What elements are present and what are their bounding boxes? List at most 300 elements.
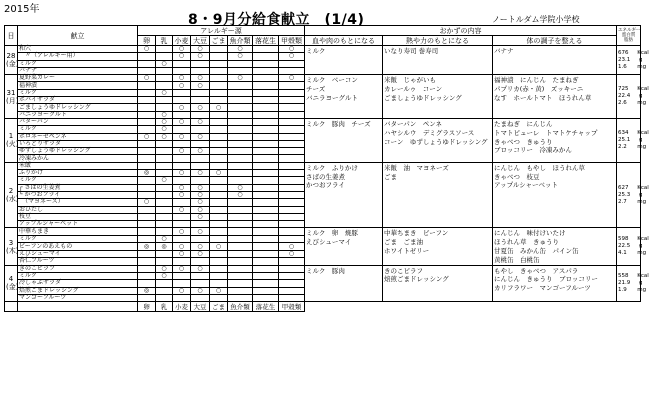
- dish-name: 冷しゃぶサラダ: [18, 280, 138, 287]
- allergen-mark: ○: [173, 243, 191, 250]
- dish-name: ミルク: [18, 89, 138, 96]
- allergen-mark: [138, 258, 156, 265]
- allergen-mark: [253, 46, 279, 53]
- allergen-mark: [138, 206, 156, 213]
- allergen-mark: ○: [156, 235, 173, 242]
- allergen-mark: ○: [210, 104, 228, 111]
- okazu-energy: バターパン ペンネ ハヤシルウ デミグラスソース コーン ゆずしょうゆドレッシング: [383, 118, 493, 162]
- dish-name: ポパイサラダ: [18, 97, 138, 104]
- dish-name: 福神漬: [18, 82, 138, 89]
- allergen-mark: [228, 104, 253, 111]
- allergen-mark: ○: [191, 118, 210, 125]
- allergen-mark: ○: [191, 133, 210, 140]
- allergen-mark: ○: [173, 46, 191, 53]
- dish-name: ┌ さばの生姜煮: [18, 184, 138, 191]
- allergen-footer: 小麦: [173, 302, 191, 312]
- allergen-mark: [138, 294, 156, 301]
- allergen-mark: [279, 294, 305, 301]
- allergen-mark: [210, 272, 228, 279]
- allergen-mark: ○: [279, 46, 305, 53]
- allergen-mark: ○: [279, 250, 305, 257]
- allergen-mark: [253, 126, 279, 133]
- allergen-mark: [156, 97, 173, 104]
- dish-name: いろどりサラダ: [18, 140, 138, 147]
- allergen-mark: [138, 280, 156, 287]
- allergen-mark: [253, 155, 279, 162]
- dish-name: えびシューマイ: [18, 250, 138, 257]
- allergen-mark: ○: [279, 53, 305, 60]
- allergen-header: ごま: [211, 36, 226, 45]
- allergen-mark: [279, 221, 305, 228]
- allergen-mark: [228, 250, 253, 257]
- allergen-mark: [138, 250, 156, 257]
- allergen-mark: [138, 235, 156, 242]
- allergen-mark: [210, 177, 228, 184]
- allergen-mark: ○: [228, 53, 253, 60]
- allergen-mark: [228, 155, 253, 162]
- dish-name: ビーフンのあえもの: [18, 243, 138, 250]
- allergen-mark: [253, 170, 279, 177]
- allergen-mark: [279, 133, 305, 140]
- allergen-mark: [191, 258, 210, 265]
- allergen-mark: ○: [156, 118, 173, 125]
- allergen-mark: [253, 148, 279, 155]
- allergen-mark: [253, 265, 279, 272]
- allergen-mark: [279, 191, 305, 198]
- allergen-mark: [138, 140, 156, 147]
- allergen-mark: ○: [210, 170, 228, 177]
- allergen-mark: [228, 235, 253, 242]
- allergen-mark: [173, 213, 191, 220]
- allergen-mark: [156, 221, 173, 228]
- allergen-footer: 大豆: [191, 302, 210, 312]
- allergen-mark: [173, 258, 191, 265]
- allergen-mark: [138, 89, 156, 96]
- allergen-header: 落花生: [253, 36, 279, 46]
- allergen-mark: ○: [156, 126, 173, 133]
- allergen-mark: ○: [228, 75, 253, 82]
- allergen-mark: [210, 228, 228, 235]
- okazu-header: おかずの内容: [305, 26, 617, 36]
- allergen-mark: [138, 82, 156, 89]
- allergen-mark: [253, 162, 279, 169]
- allergen-header: 魚介類: [229, 36, 251, 45]
- okazu-body: たまねぎ にんじん トマトピューレ トマトケチャップ きゃべつ きゅうり ブロッコリー 冷凍みかん: [493, 118, 617, 162]
- dish-header: 献立: [18, 26, 138, 46]
- allergen-footer: ごま: [210, 302, 228, 312]
- okazu-energy: 米飯 油 マヨネーズ ごま: [383, 162, 493, 228]
- allergen-mark: [228, 133, 253, 140]
- allergen-mark: [253, 104, 279, 111]
- allergen-mark: [279, 228, 305, 235]
- allergen-mark: ○: [138, 75, 156, 82]
- allergen-mark: [228, 228, 253, 235]
- okazu-energy: 米飯 じゃがいも カレールゥ コーン ごましょうゆドレッシング: [383, 75, 493, 119]
- allergen-mark: [253, 75, 279, 82]
- allergen-mark: [191, 155, 210, 162]
- allergen-mark: [279, 82, 305, 89]
- allergen-mark: [173, 89, 191, 96]
- dish-name: （マヨネーズ）: [18, 199, 138, 206]
- allergen-mark: [156, 140, 173, 147]
- dish-row: [5, 228, 641, 235]
- day-cell: 1 (火): [5, 118, 18, 162]
- allergen-mark: [210, 118, 228, 125]
- allergen-mark: [210, 191, 228, 198]
- allergen-mark: [279, 170, 305, 177]
- allergen-mark: [253, 221, 279, 228]
- allergen-mark: [228, 170, 253, 177]
- nutrition-cell: 676 Kcal 23.1 g 1.6 mg: [617, 46, 641, 75]
- allergen-mark: [210, 75, 228, 82]
- allergen-mark: ○: [173, 133, 191, 140]
- allergen-mark: ○: [156, 60, 173, 67]
- allergen-mark: ○: [173, 206, 191, 213]
- allergen-mark: [279, 155, 305, 162]
- day-header: 日: [5, 26, 18, 46]
- allergen-mark: [253, 250, 279, 257]
- allergen-mark: [279, 287, 305, 294]
- allergen-mark: [138, 104, 156, 111]
- allergen-mark: ○: [210, 243, 228, 250]
- allergen-mark: ○: [156, 133, 173, 140]
- dish-name: 焙煎ごまドレッシング: [18, 287, 138, 294]
- okazu-subheader: 熱や力のもとになる: [383, 36, 493, 46]
- allergen-mark: [228, 140, 253, 147]
- allergen-mark: ○: [173, 250, 191, 257]
- dish-name: 夏野菜カレー: [18, 75, 138, 82]
- allergen-mark: [210, 199, 228, 206]
- allergen-mark: ○: [191, 228, 210, 235]
- dish-name: ふりかけ: [18, 170, 138, 177]
- allergen-mark: [253, 228, 279, 235]
- allergen-mark: ○: [228, 184, 253, 191]
- nutrition-cell: 725 Kcal 22.4 g 2.6 mg: [617, 75, 641, 119]
- allergen-mark: [210, 294, 228, 301]
- allergen-mark: [191, 272, 210, 279]
- allergen-mark: [253, 272, 279, 279]
- allergen-mark: [156, 148, 173, 155]
- allergen-mark: [279, 265, 305, 272]
- allergen-mark: [279, 213, 305, 220]
- allergen-mark: [138, 118, 156, 125]
- allergen-footer: 甲殻類: [279, 302, 305, 312]
- allergen-mark: [253, 213, 279, 220]
- allergen-mark: [253, 82, 279, 89]
- allergen-mark: [173, 60, 191, 67]
- year-label: 2015年: [4, 4, 40, 15]
- allergen-mark: [138, 221, 156, 228]
- allergen-mark: ○: [191, 243, 210, 250]
- allergen-mark: [210, 155, 228, 162]
- allergen-mark: [279, 111, 305, 118]
- allergen-mark: [228, 206, 253, 213]
- allergen-mark: [210, 89, 228, 96]
- allergen-mark: [279, 148, 305, 155]
- allergen-mark: [210, 46, 228, 53]
- dish-name: ミルク: [18, 235, 138, 242]
- dish-name: ミルク: [18, 60, 138, 67]
- allergen-mark: [138, 184, 156, 191]
- allergen-mark: [228, 265, 253, 272]
- okazu-energy: いなり寿司 巻寿司: [383, 46, 493, 75]
- okazu-blood: ミルク ベーコン チーズ バニラヨーグルト: [305, 75, 383, 119]
- allergen-mark: [228, 213, 253, 220]
- dish-name: 和穴: [18, 46, 138, 53]
- allergen-mark: ○: [173, 148, 191, 155]
- allergen-mark: [138, 265, 156, 272]
- okazu-body: もやし きゃべつ アスパラ にんじん きゅうり ブロッコリー カリフラワー マンゴーフルーツ: [493, 265, 617, 301]
- allergen-mark: [138, 272, 156, 279]
- allergen-mark: [228, 294, 253, 301]
- allergen-mark: ○: [191, 75, 210, 82]
- dish-row: [5, 75, 641, 82]
- okazu-blood: ミルク: [305, 46, 383, 75]
- allergen-mark: [228, 272, 253, 279]
- allergen-mark: [210, 258, 228, 265]
- allergen-mark: ◎: [138, 243, 156, 250]
- dish-name: きのこピラフ: [18, 265, 138, 272]
- allergen-mark: [210, 97, 228, 104]
- allergen-mark: [191, 294, 210, 301]
- dish-name: ごましょうゆドレッシング: [18, 104, 138, 111]
- allergen-mark: [210, 133, 228, 140]
- allergen-mark: ○: [191, 104, 210, 111]
- day-cell: 3 (木): [5, 228, 18, 265]
- allergen-mark: [138, 53, 156, 60]
- allergen-mark: ○: [191, 213, 210, 220]
- allergen-mark: [191, 221, 210, 228]
- allergen-mark: ○: [173, 118, 191, 125]
- allergen-mark: [279, 258, 305, 265]
- allergen-mark: [279, 126, 305, 133]
- allergen-mark: [138, 111, 156, 118]
- allergen-mark: [138, 177, 156, 184]
- allergen-mark: ○: [191, 250, 210, 257]
- dish-row: [5, 162, 641, 169]
- allergen-mark: [156, 53, 173, 60]
- allergen-mark: [253, 67, 279, 74]
- school-name: ノートルダム学院小学校: [492, 15, 580, 24]
- okazu-subheader: 血や肉のもとになる: [305, 36, 383, 46]
- allergen-mark: [191, 60, 210, 67]
- allergen-mark: [191, 97, 210, 104]
- allergen-mark: [156, 191, 173, 198]
- day-cell: 28 (金): [5, 46, 18, 75]
- allergen-mark: [228, 221, 253, 228]
- allergen-mark: [156, 280, 173, 287]
- allergen-mark: [156, 155, 173, 162]
- allergen-mark: [253, 243, 279, 250]
- allergen-mark: [173, 294, 191, 301]
- allergen-mark: [138, 60, 156, 67]
- day-cell: 2 (水): [5, 162, 18, 228]
- dish-name: バナナ: [18, 67, 138, 74]
- allergen-mark: [253, 111, 279, 118]
- allergen-mark: ○: [173, 104, 191, 111]
- dish-name: 冷凍みかん: [18, 155, 138, 162]
- allergen-mark: ○: [279, 75, 305, 82]
- allergen-mark: ○: [156, 111, 173, 118]
- allergen-mark: [191, 126, 210, 133]
- allergen-mark: ◎: [156, 243, 173, 250]
- allergen-mark: [228, 97, 253, 104]
- allergen-mark: [253, 184, 279, 191]
- allergen-mark: ○: [191, 287, 210, 294]
- allergen-mark: [210, 111, 228, 118]
- allergen-mark: [156, 199, 173, 206]
- nutrition-header: エネルギー 蛋白質 脂肪: [617, 26, 641, 46]
- allergen-mark: ○: [191, 191, 210, 198]
- allergen-mark: ○: [191, 199, 210, 206]
- allergen-mark: [210, 184, 228, 191]
- allergen-mark: ○: [173, 287, 191, 294]
- allergen-mark: [173, 155, 191, 162]
- allergen-mark: [279, 199, 305, 206]
- allergen-mark: [173, 126, 191, 133]
- allergen-footer: 乳: [156, 302, 173, 312]
- nutrition-cell: 558 Kcal 21.9 g 1.9 mg: [617, 265, 641, 301]
- allergen-mark: [228, 280, 253, 287]
- allergen-mark: ○: [138, 199, 156, 206]
- allergen-mark: [279, 235, 305, 242]
- allergen-mark: [253, 177, 279, 184]
- allergen-mark: [279, 118, 305, 125]
- nutrition-cell: 627 Kcal 25.3 g 2.7 mg: [617, 162, 641, 228]
- allergen-mark: [279, 177, 305, 184]
- dish-name: ミルク: [18, 272, 138, 279]
- allergen-mark: [228, 162, 253, 169]
- allergen-mark: ○: [228, 46, 253, 53]
- allergen-mark: [210, 60, 228, 67]
- allergen-mark: [173, 235, 191, 242]
- allergen-mark: [253, 258, 279, 265]
- allergen-mark: ○: [156, 89, 173, 96]
- dish-row: [5, 265, 641, 272]
- allergen-mark: ○: [156, 265, 173, 272]
- allergen-mark: [279, 104, 305, 111]
- allergen-mark: [138, 97, 156, 104]
- okazu-blood: ミルク ふりかけ さばの生姜煮 かつおフライ: [305, 162, 383, 228]
- dish-name: ミルク: [18, 126, 138, 133]
- allergen-mark: ○: [173, 191, 191, 198]
- allergen-mark: [279, 162, 305, 169]
- dish-name: 米飯: [18, 162, 138, 169]
- allergen-mark: [253, 191, 279, 198]
- dish-name: ボロネーゼペンネ: [18, 133, 138, 140]
- allergen-mark: [210, 206, 228, 213]
- okazu-energy: きのこピラフ 焙煎ごまドレッシング: [383, 265, 493, 301]
- allergen-mark: [253, 60, 279, 67]
- menu-table: [4, 25, 649, 312]
- allergen-mark: [228, 111, 253, 118]
- allergen-mark: [156, 46, 173, 53]
- allergen-mark: [138, 228, 156, 235]
- allergen-mark: [173, 97, 191, 104]
- allergen-mark: [253, 199, 279, 206]
- page-title: 8・9月分給食献立 (1/4): [188, 12, 365, 28]
- allergen-mark: [156, 67, 173, 74]
- allergen-mark: [279, 89, 305, 96]
- allergen-mark: ○: [191, 53, 210, 60]
- allergen-mark: ○: [173, 265, 191, 272]
- allergen-mark: [253, 118, 279, 125]
- allergen-mark: ○: [173, 228, 191, 235]
- allergen-mark: [210, 126, 228, 133]
- allergen-mark: [228, 243, 253, 250]
- allergen-mark: [210, 280, 228, 287]
- allergen-mark: ○: [156, 177, 173, 184]
- allergen-footer: 魚介類: [228, 302, 253, 312]
- allergen-mark: [191, 89, 210, 96]
- allergen-header: 大豆: [191, 36, 210, 46]
- dish-name: └ かつおフライ: [18, 191, 138, 198]
- allergen-mark: [156, 184, 173, 191]
- allergen-mark: [253, 294, 279, 301]
- allergen-mark: ○: [156, 272, 173, 279]
- allergen-mark: [156, 287, 173, 294]
- allergen-mark: [210, 140, 228, 147]
- allergen-mark: [253, 97, 279, 104]
- allergen-mark: [253, 280, 279, 287]
- allergen-mark: [228, 89, 253, 96]
- okazu-body: にんじん もやし ほうれん草 きゃべつ 枝豆 アップルシャーベット: [493, 162, 617, 228]
- allergen-mark: [138, 213, 156, 220]
- dish-name: 中華ちまき: [18, 228, 138, 235]
- allergen-mark: [210, 265, 228, 272]
- allergen-mark: [156, 162, 173, 169]
- allergen-mark: [253, 89, 279, 96]
- allergen-header: 乳: [156, 36, 173, 46]
- allergen-mark: [138, 148, 156, 155]
- allergen-mark: [253, 140, 279, 147]
- dish-name: マンゴーフルーツ: [18, 294, 138, 301]
- allergen-mark: [210, 82, 228, 89]
- okazu-body: にんじん 味付けいたけ ほうれん草 きゅうり 甘夏缶 みかん缶 パイン缶 黄桃缶 白桃缶: [493, 228, 617, 265]
- allergen-mark: [253, 206, 279, 213]
- allergen-mark: [173, 272, 191, 279]
- allergen-mark: [228, 148, 253, 155]
- allergen-mark: ○: [228, 191, 253, 198]
- dish-name: 〃（アレルギー用）: [18, 53, 138, 60]
- allergen-header: 卵: [138, 36, 156, 46]
- allergen-mark: [156, 213, 173, 220]
- dish-name: おひたし: [18, 206, 138, 213]
- allergen-mark: [279, 280, 305, 287]
- dish-name: バニラヨーグルト: [18, 111, 138, 118]
- allergen-mark: [173, 199, 191, 206]
- allergen-mark: [156, 75, 173, 82]
- allergen-mark: [279, 184, 305, 191]
- allergen-mark: [279, 97, 305, 104]
- allergen-mark: [279, 272, 305, 279]
- allergen-mark: [138, 155, 156, 162]
- allergen-mark: [156, 250, 173, 257]
- allergen-mark: [210, 250, 228, 257]
- okazu-blood: ミルク 卵 焼豚 えびシューマイ: [305, 228, 383, 265]
- allergen-mark: [279, 206, 305, 213]
- allergen-mark: [191, 235, 210, 242]
- dish-row: [5, 118, 641, 125]
- allergen-mark: [253, 53, 279, 60]
- okazu-body: バナナ: [493, 46, 617, 75]
- allergen-mark: ○: [191, 170, 210, 177]
- allergen-mark: ○: [191, 265, 210, 272]
- allergen-mark: [156, 206, 173, 213]
- allergen-mark: [228, 118, 253, 125]
- allergen-mark: [210, 213, 228, 220]
- okazu-body: 福神漬 にんじん たまねぎ パプリカ(赤・黄) ズッキーニ なす ホールトマト ほうれん草: [493, 75, 617, 119]
